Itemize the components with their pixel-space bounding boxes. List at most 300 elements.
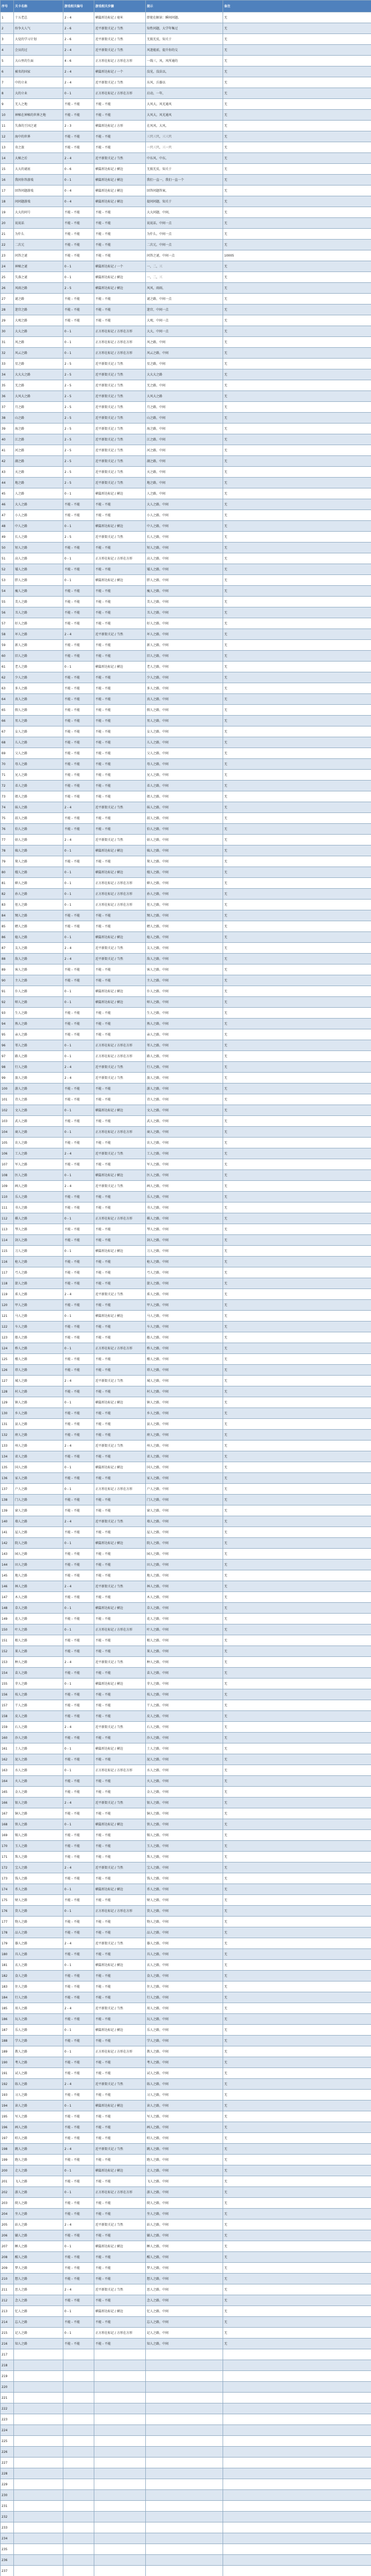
table-row — [1, 1105, 371, 1116]
cell-hint: 林人之路，中间 — [146, 1581, 223, 1592]
cell-remark: 无 — [223, 1906, 371, 1917]
cell-steps: 正方形在标记 / 方形在方形 — [94, 1213, 146, 1224]
cell-hint: 土人之路，中间 — [146, 1743, 223, 1754]
cell-code: 2 - 5 — [63, 434, 94, 445]
cell-name: 少人之路 — [14, 672, 63, 683]
cell-code: 2 - 4 — [63, 66, 94, 77]
cell-steps: 横篇形达标记 / 一个 — [94, 66, 146, 77]
cell-code: 不能 - 不能 — [63, 1278, 94, 1289]
cell-no: 72 — [1, 781, 14, 791]
cell-remark: 无 — [223, 1971, 371, 1981]
cell-remark: 无 — [223, 1603, 371, 1614]
cell-code: 2 - 5 — [63, 445, 94, 456]
table-row — [1, 1830, 371, 1841]
cell-steps: 不能 - 不能 — [94, 813, 146, 824]
cell-hint: 好人之路，中间 — [146, 618, 223, 629]
cell-hint: 衣人之路，中间 — [146, 1960, 223, 1971]
cell-remark: 无 — [223, 2003, 371, 2014]
cell-remark: 无 — [223, 521, 371, 532]
cell-steps: 横篇形达标记 / 毫米 — [94, 12, 146, 23]
cell-remark: 无 — [223, 2241, 371, 2252]
table-row — [1, 1386, 371, 1397]
cell-name: 风雨之路 — [14, 283, 63, 294]
cell-hint: 友人之路，中间 — [146, 943, 223, 954]
cell-hint: 地人之路，中间 — [146, 1570, 223, 1581]
cell-code: 0 - 1 — [63, 1765, 94, 1776]
cell-code: 不能 - 不能 — [63, 781, 94, 791]
cell-no: 210 — [1, 2274, 14, 2284]
cell-name: 神秘在神秘的世界之地 — [14, 110, 63, 121]
cell-name: 剑人之路 — [14, 1235, 63, 1246]
cell-steps: 正方形在标记 / 方形在方形 — [94, 348, 146, 359]
cell-name: 叶人之路 — [14, 1624, 63, 1635]
cell-remark: 10005 — [223, 250, 371, 261]
cell-code: 不能 - 不能 — [63, 1873, 94, 1884]
cell-no: 167 — [1, 1808, 14, 1819]
cell-name: 无之路 — [14, 380, 63, 391]
cell-name: 问答之谜 — [14, 250, 63, 261]
cell-no: 231 — [1, 2501, 14, 2512]
cell-no: 88 — [1, 954, 14, 964]
table-row — [1, 564, 371, 575]
cell-hint: 忘人之路，中间 — [146, 2317, 223, 2328]
cell-remark: 无 — [223, 510, 371, 521]
cell-code: 不能 - 不能 — [63, 2295, 94, 2306]
cell-name: 爬人之路 — [14, 2198, 63, 2209]
cell-hint: 问答之谜，中间一点 — [146, 250, 223, 261]
cell-hint: 习人之路，中间 — [146, 2090, 223, 2100]
cell-no: 216 — [1, 2338, 14, 2349]
cell-remark: 无 — [223, 1051, 371, 1062]
cell-hint: 住人之路，中间 — [146, 1981, 223, 1992]
cell-code: 不能 - 不能 — [63, 2230, 94, 2241]
cell-code — [63, 2544, 94, 2555]
table-row — [1, 2187, 371, 2198]
cell-steps: 近平新街关记 / 当然 — [94, 369, 146, 380]
cell-steps: 不能 - 不能 — [94, 2111, 146, 2122]
cell-name — [14, 2447, 63, 2458]
cell-no: 101 — [1, 1094, 14, 1105]
cell-code: 2 - 6 — [63, 34, 94, 45]
table-row — [1, 759, 371, 770]
cell-no: 90 — [1, 975, 14, 986]
cell-remark: 无 — [223, 66, 371, 77]
cell-remark: 无 — [223, 2274, 371, 2284]
cell-hint: 母人之路，中间 — [146, 759, 223, 770]
cell-code: 0 - 4 — [63, 196, 94, 207]
cell-no: 228 — [1, 2468, 14, 2479]
cell-name: 山之路 — [14, 413, 63, 423]
table-row — [1, 359, 371, 369]
cell-hint — [146, 2533, 223, 2544]
cell-name: 真人之路 — [14, 694, 63, 705]
table-row — [1, 56, 371, 66]
cell-code: 不能 - 不能 — [63, 1668, 94, 1679]
cell-hint — [146, 2425, 223, 2436]
cell-no: 41 — [1, 445, 14, 456]
cell-code: 不能 - 不能 — [63, 1192, 94, 1202]
cell-name: 婶人之路 — [14, 878, 63, 889]
cell-remark — [223, 2436, 371, 2447]
cell-hint: 画人之路，中间 — [146, 2122, 223, 2133]
cell-no: 230 — [1, 2490, 14, 2501]
cell-name: 旧人之路 — [14, 651, 63, 662]
cell-steps: 不能 - 不能 — [94, 964, 146, 975]
cell-no: 162 — [1, 1754, 14, 1765]
table-row — [1, 553, 371, 564]
table-row — [1, 943, 371, 954]
cell-hint: 银人之路，中间 — [146, 1798, 223, 1808]
cell-name: 忘人之路 — [14, 2317, 63, 2328]
table-row — [1, 294, 371, 304]
cell-steps: 不能 - 不能 — [94, 2198, 146, 2209]
cell-remark: 无 — [223, 2338, 371, 2349]
cell-remark: 无 — [223, 1668, 371, 1679]
table-row — [1, 1862, 371, 1873]
cell-code: 不能 - 不能 — [63, 824, 94, 835]
cell-no: 186 — [1, 2014, 14, 2025]
cell-code — [63, 2360, 94, 2371]
cell-hint: 说说话，中间一点 — [146, 218, 223, 229]
cell-hint: 游人之路，中间 — [146, 1083, 223, 1094]
table-row — [1, 694, 371, 705]
cell-no: 147 — [1, 1592, 14, 1603]
cell-remark: 无 — [223, 716, 371, 726]
cell-name: 种人之路 — [14, 1657, 63, 1668]
cell-hint: 旅人之路，中间 — [146, 1073, 223, 1083]
cell-remark — [223, 2371, 371, 2382]
cell-remark: 无 — [223, 2014, 371, 2025]
table-row — [1, 510, 371, 521]
table-row — [1, 1343, 371, 1354]
cell-no: 76 — [1, 824, 14, 835]
table-row — [1, 1008, 371, 1019]
cell-steps: 不能 - 不能 — [94, 2317, 146, 2328]
cell-hint: 客人之路，中间 — [146, 964, 223, 975]
table-row — [1, 2198, 371, 2209]
cell-name: 县人之路 — [14, 1419, 63, 1430]
table-row — [1, 2393, 371, 2403]
cell-steps: 不能 - 不能 — [94, 1852, 146, 1862]
cell-name: 根人之路 — [14, 1635, 63, 1646]
table-row — [1, 391, 371, 402]
cell-no: 221 — [1, 2393, 14, 2403]
cell-code: 0 - 1 — [63, 1311, 94, 1321]
cell-remark: 无 — [223, 1213, 371, 1224]
cell-hint: 村人之路，中间 — [146, 1386, 223, 1397]
table-row — [1, 2079, 371, 2090]
cell-hint: 城人之路，中间 — [146, 1376, 223, 1386]
cell-code: 0 - 4 — [63, 185, 94, 196]
cell-remark: 无 — [223, 456, 371, 467]
cell-hint: 大大问题，中间， — [146, 207, 223, 218]
cell-steps: 不能 - 不能 — [94, 1560, 146, 1570]
cell-steps: 不能 - 不能 — [94, 1981, 146, 1992]
cell-remark: 无 — [223, 1192, 371, 1202]
cell-remark: 无 — [223, 1473, 371, 1484]
table-row — [1, 532, 371, 543]
cell-no: 208 — [1, 2252, 14, 2263]
cell-remark: 无 — [223, 434, 371, 445]
cell-steps: 不能 - 不能 — [94, 2122, 146, 2133]
table-row — [1, 2003, 371, 2014]
cell-steps: 不能 - 不能 — [94, 564, 146, 575]
cell-name: 家人之路 — [14, 1473, 63, 1484]
cell-name: 石人之路 — [14, 1722, 63, 1733]
cell-hint: 船人之路，中间 — [146, 1332, 223, 1343]
cell-code — [63, 2490, 94, 2501]
cell-steps: 近平新街关记 / 当然 — [94, 402, 146, 413]
cell-no: 13 — [1, 142, 14, 153]
cell-no: 214 — [1, 2317, 14, 2328]
cell-hint: 山之路，中间 — [146, 413, 223, 423]
table-row — [1, 1560, 371, 1570]
table-row — [1, 2317, 371, 2328]
cell-hint: 矮人之路，中间 — [146, 564, 223, 575]
cell-code: 不能 - 不能 — [63, 618, 94, 629]
table-row — [1, 521, 371, 532]
cell-code: 不能 - 不能 — [63, 1159, 94, 1170]
cell-hint: 武人之路，中间 — [146, 1116, 223, 1127]
cell-steps: 近平新街关记 / 当然 — [94, 456, 146, 467]
cell-remark: 无 — [223, 1960, 371, 1971]
cell-code: 不能 - 不能 — [63, 1495, 94, 1505]
cell-no: 223 — [1, 2414, 14, 2425]
cell-remark: 无 — [223, 1862, 371, 1873]
cell-steps: 不能 - 不能 — [94, 110, 146, 121]
cell-steps: 近平新街关记 / 当然 — [94, 413, 146, 423]
cell-no: 87 — [1, 943, 14, 954]
cell-code — [63, 2566, 94, 2576]
cell-code: 0 - 6 — [63, 164, 94, 175]
table-row — [1, 1765, 371, 1776]
cell-steps: 不能 - 不能 — [94, 1646, 146, 1657]
cell-remark: 无 — [223, 1581, 371, 1592]
cell-code: 不能 - 不能 — [63, 1852, 94, 1862]
cell-steps: 不能 - 不能 — [94, 1689, 146, 1700]
table-row — [1, 997, 371, 1008]
cell-no: 224 — [1, 2425, 14, 2436]
table-row — [1, 1365, 371, 1376]
cell-no: 59 — [1, 640, 14, 651]
cell-code: 不能 - 不能 — [63, 229, 94, 240]
cell-no: 31 — [1, 337, 14, 348]
table-row — [1, 543, 371, 553]
cell-remark: 无 — [223, 185, 371, 196]
cell-no: 206 — [1, 2230, 14, 2241]
cell-no: 119 — [1, 1289, 14, 1300]
cell-remark: 无 — [223, 1440, 371, 1451]
cell-name: 乐人之路 — [14, 1192, 63, 1202]
cell-hint: 财人之路，中间 — [146, 1895, 223, 1906]
cell-name: 画人之路 — [14, 1181, 63, 1192]
cell-steps: 不能 - 不能 — [94, 1527, 146, 1538]
table-row — [1, 1127, 371, 1138]
cell-code — [63, 2414, 94, 2425]
table-row — [1, 2458, 371, 2468]
cell-steps: 近平新街关记 / 当然 — [94, 153, 146, 164]
cell-name: 知人之路 — [14, 2338, 63, 2349]
cell-hint: 睡人之路，中间 — [146, 2241, 223, 2252]
cell-remark: 无 — [223, 218, 371, 229]
cell-steps: 不能 - 不能 — [94, 856, 146, 867]
table-row — [1, 1841, 371, 1852]
cell-remark: 无 — [223, 1852, 371, 1862]
cell-code: 不能 - 不能 — [63, 207, 94, 218]
cell-code: 2 - 4 — [63, 2079, 94, 2090]
cell-remark: 无 — [223, 607, 371, 618]
cell-hint: 桥人之路，中间 — [146, 1343, 223, 1354]
cell-steps: 不能 - 不能 — [94, 1267, 146, 1278]
cell-hint: 念人之路，中间 — [146, 2295, 223, 2306]
cell-hint: 我们一直一，我们一直一个 — [146, 175, 223, 185]
cell-steps: 近平新街关记 / 当然 — [94, 467, 146, 478]
cell-steps: 正方形在标记 / 方形在方形 — [94, 2328, 146, 2338]
cell-no: 172 — [1, 1862, 14, 1873]
cell-remark: 无 — [223, 2165, 371, 2176]
cell-code: 0 - 1 — [63, 662, 94, 672]
cell-remark: 无 — [223, 1083, 371, 1094]
cell-steps: 横篇形达标记 / 横边 — [94, 662, 146, 672]
cell-hint: 商人之路，中间 — [146, 1127, 223, 1138]
cell-name: 地人之路 — [14, 1570, 63, 1581]
table-row — [1, 629, 371, 640]
table-row — [1, 1949, 371, 1960]
table-row — [1, 618, 371, 629]
cell-steps: 近平新街关记 / 当然 — [94, 1440, 146, 1451]
cell-no: 170 — [1, 1841, 14, 1852]
cell-code: 不能 - 不能 — [63, 975, 94, 986]
cell-hint — [146, 2382, 223, 2393]
cell-steps: 不能 - 不能 — [94, 770, 146, 781]
cell-hint: 行人之路，中间 — [146, 1992, 223, 2003]
cell-remark: 无 — [223, 23, 371, 34]
cell-name: 侄人之路 — [14, 900, 63, 910]
cell-hint: 练人之路，中间 — [146, 2079, 223, 2090]
cell-code: 不能 - 不能 — [63, 2014, 94, 2025]
cell-no: 62 — [1, 672, 14, 683]
cell-steps: 不能 - 不能 — [94, 1354, 146, 1365]
cell-name: 湖之路 — [14, 456, 63, 467]
cell-code: 0 - 1 — [63, 348, 94, 359]
cell-remark: 无 — [223, 694, 371, 705]
cell-code: 不能 - 不能 — [63, 1841, 94, 1852]
cell-name: 老人之路 — [14, 662, 63, 672]
cell-name: 文人之路 — [14, 1105, 63, 1116]
cell-name: 教人之路 — [14, 2046, 63, 2057]
table-row — [1, 900, 371, 910]
cell-steps: 近平新街关记 / 当然 — [94, 1181, 146, 1192]
cell-remark: 无 — [223, 1116, 371, 1127]
cell-remark: 无 — [223, 1614, 371, 1624]
cell-no: 95 — [1, 1029, 14, 1040]
cell-name: 镇人之路 — [14, 1397, 63, 1408]
table-row — [1, 672, 371, 683]
cell-steps: 不能 - 不能 — [94, 1733, 146, 1743]
cell-steps: 横篇形达标记 / 横边 — [94, 488, 146, 499]
header-cell-hint: 提示 — [146, 1, 223, 12]
table-row — [1, 2241, 371, 2252]
cell-no: 192 — [1, 2079, 14, 2090]
cell-steps: 不能 - 不能 — [94, 1971, 146, 1981]
cell-no: 114 — [1, 1235, 14, 1246]
cell-steps: 不能 - 不能 — [94, 510, 146, 521]
table-row — [1, 1181, 371, 1192]
cell-steps: 不能 - 不能 — [94, 1570, 146, 1581]
cell-name: 小人之路 — [14, 510, 63, 521]
table-row — [1, 575, 371, 586]
table-row — [1, 2403, 371, 2414]
table-row — [1, 683, 371, 694]
cell-steps: 不能 - 不能 — [94, 99, 146, 110]
cell-no: 60 — [1, 651, 14, 662]
cell-no: 155 — [1, 1679, 14, 1689]
cell-hint: 写人之路，中间 — [146, 2111, 223, 2122]
cell-name: 男人之路 — [14, 716, 63, 726]
cell-steps: 不能 - 不能 — [94, 1332, 146, 1343]
cell-hint: 婿人之路，中间 — [146, 921, 223, 932]
cell-code: 不能 - 不能 — [63, 1949, 94, 1960]
cell-code: 不能 - 不能 — [63, 748, 94, 759]
cell-code: 0 - 1 — [63, 337, 94, 348]
cell-steps: 不能 - 不能 — [94, 1949, 146, 1960]
cell-no: 138 — [1, 1495, 14, 1505]
cell-name: 火人之路 — [14, 1776, 63, 1787]
cell-remark: 无 — [223, 835, 371, 845]
cell-name — [14, 2371, 63, 2382]
cell-remark: 无 — [223, 1927, 371, 1938]
cell-code: 不能 - 不能 — [63, 1895, 94, 1906]
table-row — [1, 802, 371, 813]
table-row — [1, 1321, 371, 1332]
cell-hint: 园人之路，中间 — [146, 1549, 223, 1560]
cell-code — [63, 2555, 94, 2566]
cell-code: 不能 - 不能 — [63, 304, 94, 315]
cell-steps: 不能 - 不能 — [94, 1505, 146, 1516]
cell-name: 船人之路 — [14, 1332, 63, 1343]
header-cell-steps: 游戏相关步骤 — [94, 1, 146, 12]
cell-no: 108 — [1, 1170, 14, 1181]
cell-hint: 海之路，中间 — [146, 423, 223, 434]
cell-steps: 横篇形达标记 / 横边 — [94, 1246, 146, 1257]
cell-code: 不能 - 不能 — [63, 99, 94, 110]
cell-no: 131 — [1, 1419, 14, 1430]
cell-no: 136 — [1, 1473, 14, 1484]
cell-name: 大的立业 — [14, 88, 63, 99]
cell-no: 81 — [1, 878, 14, 889]
cell-hint: 食人之路，中间 — [146, 1971, 223, 1981]
cell-no: 130 — [1, 1408, 14, 1419]
cell-hint: 记人之路，中间 — [146, 2328, 223, 2338]
cell-name: 中人之路 — [14, 521, 63, 532]
table-row — [1, 1094, 371, 1105]
cell-remark: 无 — [223, 2295, 371, 2306]
cell-remark: 无 — [223, 1419, 371, 1430]
cell-hint: 假人之路，中间 — [146, 705, 223, 716]
cell-no: 218 — [1, 2360, 14, 2371]
cell-name: 长人之路 — [14, 532, 63, 543]
cell-name: 游人之路 — [14, 1083, 63, 1094]
cell-remark: 无 — [223, 629, 371, 640]
cell-name: 客人之路 — [14, 964, 63, 975]
table-row — [1, 45, 371, 56]
cell-code: 不能 - 不能 — [63, 218, 94, 229]
table-row — [1, 954, 371, 964]
cell-steps: 不能 - 不能 — [94, 543, 146, 553]
cell-steps: 不能 - 不能 — [94, 2014, 146, 2025]
cell-hint: 风风，雨雨， — [146, 283, 223, 294]
cell-hint: 无损无反，知关于 — [146, 164, 223, 175]
